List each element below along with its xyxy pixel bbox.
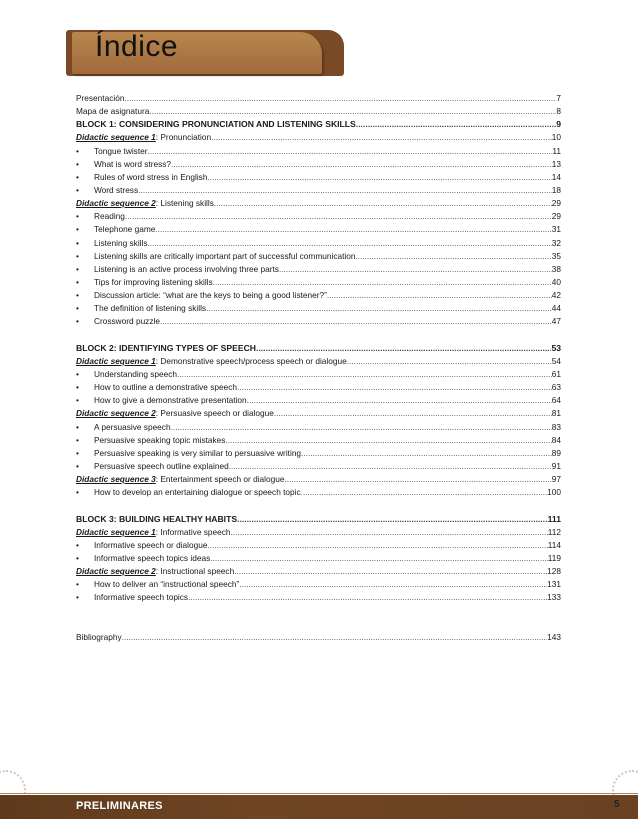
table-of-contents (76, 92, 561, 644)
toc-page-number: 8 (556, 106, 561, 117)
toc-page-number: 31 (551, 224, 561, 235)
toc-page-number: 44 (551, 303, 561, 314)
toc-entry-label: What is word stress? (94, 158, 171, 169)
bullet-icon: • (76, 224, 79, 235)
toc-page-number: 35 (551, 250, 561, 261)
dot-leader (207, 539, 547, 552)
toc-page-number: 97 (551, 474, 561, 485)
sequence-label: Didactic sequence 2 (76, 198, 156, 209)
toc-page-number: 111 (547, 513, 561, 524)
dot-leader (256, 342, 551, 355)
dot-leader (355, 250, 551, 263)
toc-page-number: 84 (551, 434, 561, 445)
sequence-label: Didactic sequence 1 (76, 355, 156, 366)
toc-spacer (76, 329, 561, 342)
dot-leader (327, 289, 552, 302)
toc-page-number: 63 (551, 382, 561, 393)
dot-leader (274, 407, 552, 420)
dot-leader (206, 302, 552, 315)
bullet-icon: • (76, 171, 79, 182)
page-title: Índice (95, 30, 179, 63)
toc-sequence-entry[interactable] (76, 355, 561, 368)
toc-bullet-entry[interactable] (76, 539, 561, 552)
dot-leader (177, 368, 552, 381)
toc-block-heading[interactable] (76, 513, 561, 526)
toc-page-number: 81 (551, 408, 561, 419)
toc-page-number: 54 (551, 355, 561, 366)
toc-page-number: 89 (551, 447, 561, 458)
toc-sequence-entry[interactable] (76, 197, 561, 210)
toc-page-number: 29 (551, 211, 561, 222)
bullet-icon: • (76, 316, 79, 327)
dot-leader (284, 473, 551, 486)
toc-entry-label: Persuasive speaking is very similar to persuasive writing (94, 447, 302, 458)
toc-bullet-entry[interactable] (76, 223, 561, 236)
toc-bullet-entry[interactable] (76, 486, 561, 499)
dot-leader (225, 434, 551, 447)
toc-entry-label: Persuasive speaking topic mistakes (94, 434, 226, 445)
toc-block-heading[interactable] (76, 342, 561, 355)
dot-leader (301, 447, 552, 460)
toc-bullet-entry[interactable] (76, 171, 561, 184)
sequence-title: : Pronunciation (155, 132, 212, 143)
toc-page-number: 13 (551, 158, 561, 169)
dot-leader (125, 210, 552, 223)
sequence-label: Didactic sequence 2 (76, 408, 156, 419)
toc-page-number: 18 (551, 184, 561, 195)
bullet-icon: • (76, 211, 79, 222)
dot-leader (214, 197, 552, 210)
toc-bullet-entry[interactable] (76, 250, 561, 263)
toc-page-number: 38 (551, 263, 561, 274)
bullet-icon: • (76, 382, 79, 393)
toc-page-number: 100 (547, 487, 561, 498)
toc-page-number: 14 (551, 171, 561, 182)
toc-entry-label: Listening skills are critically important part of successful communication (94, 250, 356, 261)
toc-entry-label: Informative speech topics (94, 592, 189, 603)
dot-leader (188, 591, 547, 604)
sequence-title: : Informative speech (155, 526, 231, 537)
toc-page-number: 83 (551, 421, 561, 432)
dot-leader (148, 237, 552, 250)
toc-entry-label: How to give a demonstrative presentation (94, 395, 247, 406)
toc-entry[interactable] (76, 92, 561, 105)
toc-bullet-entry[interactable] (76, 315, 561, 328)
toc-page-number: 91 (551, 460, 561, 471)
bullet-icon: • (76, 539, 79, 550)
toc-page-number: 9 (556, 119, 561, 130)
dot-leader (231, 526, 548, 539)
toc-entry-label: Understanding speech (94, 368, 178, 379)
toc-entry-label (76, 355, 347, 368)
toc-entry-label: Discussion article: “what are the keys to being a good listener?” (94, 290, 327, 301)
bullet-icon: • (76, 290, 79, 301)
toc-entry[interactable] (76, 105, 561, 118)
toc-entry-label: A persuasive speech (94, 421, 171, 432)
sequence-title: : Listening skills (155, 198, 214, 209)
toc-entry-label: The definition of listening skills (94, 303, 207, 314)
toc-page-number: 64 (551, 395, 561, 406)
sequence-label: Didactic sequence 3 (76, 474, 156, 485)
toc-bullet-entry[interactable] (76, 145, 561, 158)
toc-page-number: 114 (547, 539, 561, 550)
toc-bullet-entry[interactable] (76, 460, 561, 473)
toc-entry-label: Listening is an active process involving three parts (94, 263, 279, 274)
sequence-label: Didactic sequence 1 (76, 526, 156, 537)
toc-page-number: 61 (551, 368, 561, 379)
toc-entry-label (76, 473, 284, 486)
toc-entry-label: Tongue twister (94, 145, 148, 156)
toc-entry-label (76, 526, 231, 539)
footer-divider (0, 793, 638, 794)
dot-leader (247, 394, 552, 407)
dot-leader (207, 171, 551, 184)
toc-bullet-entry[interactable] (76, 381, 561, 394)
bullet-icon: • (76, 276, 79, 287)
toc-entry-label: Tips for improving listening skills (94, 276, 213, 287)
toc-entry-label: Reading (94, 211, 125, 222)
toc-entry-label: How to develop an entertaining dialogue or speech topic (94, 487, 301, 498)
dot-leader (171, 421, 552, 434)
toc-entry-label: Presentación (76, 93, 125, 103)
toc-entry-label (76, 407, 274, 420)
toc-bullet-entry[interactable] (76, 394, 561, 407)
toc-block-heading[interactable] (76, 118, 561, 131)
toc-entry-label: Word stress (94, 184, 139, 195)
bullet-icon: • (76, 552, 79, 563)
dot-leader (239, 578, 547, 591)
toc-page-number: 32 (551, 237, 561, 248)
toc-page-number: 131 (547, 579, 561, 590)
toc-entry-label: Rules of word stress in English (94, 171, 208, 182)
toc-page-number: 42 (551, 290, 561, 301)
toc-entry-label (76, 197, 214, 210)
toc-bullet-entry[interactable] (76, 276, 561, 289)
dot-leader (148, 145, 553, 158)
toc-bullet-entry[interactable] (76, 237, 561, 250)
toc-entry-label: Listening skills (94, 237, 148, 248)
bullet-icon: • (76, 250, 79, 261)
toc-entry-label: Mapa de asignatura (76, 106, 150, 117)
toc-bullet-entry[interactable] (76, 302, 561, 315)
bullet-icon: • (76, 158, 79, 169)
toc-bullet-entry[interactable] (76, 552, 561, 565)
dot-leader (122, 631, 547, 644)
toc-bullet-entry[interactable] (76, 289, 561, 302)
toc-entry-label (76, 565, 234, 578)
sequence-title: : Persuasive speech or dialogue (155, 408, 274, 419)
toc-entry-label: BLOCK 2: IDENTIFYING TYPES OF SPEECH (76, 342, 257, 353)
toc-sequence-entry[interactable] (76, 131, 561, 144)
toc-bullet-entry[interactable] (76, 158, 561, 171)
toc-page-number: 29 (551, 198, 561, 209)
dot-leader (149, 105, 556, 118)
bullet-icon: • (76, 434, 79, 445)
toc-bullet-entry[interactable] (76, 578, 561, 591)
toc-page-number: 11 (552, 145, 561, 156)
toc-bullet-entry[interactable] (76, 210, 561, 223)
toc-entry-label: Bibliography (76, 631, 122, 642)
sequence-label: Didactic sequence 2 (76, 566, 156, 577)
bullet-icon: • (76, 145, 79, 156)
bullet-icon: • (76, 592, 79, 603)
toc-page-number: 119 (547, 552, 561, 563)
bullet-icon: • (76, 487, 79, 498)
footer-section-label: PRELIMINARES (76, 800, 163, 812)
dot-leader (155, 223, 551, 236)
dot-leader (301, 486, 548, 499)
toc-bullet-entry[interactable] (76, 434, 561, 447)
dot-leader (138, 184, 552, 197)
dot-leader (279, 263, 552, 276)
toc-entry-label (76, 131, 211, 144)
toc-page-number: 47 (551, 316, 561, 327)
toc-page-number: 133 (547, 592, 561, 603)
toc-page-number: 128 (547, 566, 561, 577)
sequence-label: Didactic sequence 1 (76, 132, 156, 143)
dot-leader (237, 513, 548, 526)
bullet-icon: • (76, 447, 79, 458)
toc-entry-label: Crossword puzzle (94, 316, 160, 327)
toc-page-number: 40 (551, 276, 561, 287)
toc-page-number: 7 (556, 93, 561, 103)
dot-leader (237, 381, 552, 394)
dot-leader (229, 460, 552, 473)
dot-leader (210, 552, 548, 565)
toc-entry[interactable] (76, 631, 561, 644)
toc-sequence-entry[interactable] (76, 407, 561, 420)
dot-leader (124, 92, 556, 105)
toc-entry-label: Informative speech topics ideas (94, 552, 211, 563)
sequence-title: : Instructional speech (155, 566, 235, 577)
dot-leader (160, 315, 552, 328)
toc-page-number: 53 (551, 342, 561, 353)
toc-sequence-entry[interactable] (76, 473, 561, 486)
toc-entry-label: BLOCK 3: BUILDING HEALTHY HABITS (76, 513, 238, 524)
dot-leader (211, 131, 552, 144)
toc-page-number: 10 (551, 132, 561, 143)
dot-leader (356, 118, 556, 131)
toc-bullet-entry[interactable] (76, 263, 561, 276)
toc-spacer (76, 499, 561, 512)
bullet-icon: • (76, 395, 79, 406)
toc-bullet-entry[interactable] (76, 447, 561, 460)
toc-bullet-entry[interactable] (76, 368, 561, 381)
page-number: 5 (614, 799, 620, 810)
toc-page-number: 112 (547, 526, 561, 537)
toc-bullet-entry[interactable] (76, 421, 561, 434)
bullet-icon: • (76, 421, 79, 432)
bullet-icon: • (76, 237, 79, 248)
toc-entry-label: Telephone game (94, 224, 156, 235)
sequence-title: : Entertainment speech or dialogue (155, 474, 285, 485)
toc-entry-label: BLOCK 1: CONSIDERING PRONUNCIATION AND LISTENING SKILLS (76, 119, 356, 130)
bullet-icon: • (76, 579, 79, 590)
dot-leader (171, 158, 552, 171)
toc-bullet-entry[interactable] (76, 591, 561, 604)
toc-page-number: 143 (547, 631, 561, 642)
dot-leader (213, 276, 552, 289)
bullet-icon: • (76, 368, 79, 379)
toc-sequence-entry[interactable] (76, 565, 561, 578)
bullet-icon: • (76, 303, 79, 314)
bullet-icon: • (76, 460, 79, 471)
toc-entry-label: How to deliver an “instructional speech” (94, 579, 240, 590)
sequence-title: : Demonstrative speech/process speech or dialogue (155, 355, 347, 366)
toc-bullet-entry[interactable] (76, 184, 561, 197)
toc-entry-label: How to outline a demonstrative speech (94, 382, 237, 393)
toc-entry-label: Informative speech or dialogue (94, 539, 208, 550)
toc-spacer (76, 604, 561, 630)
toc-entry-label: Persuasive speech outline explained (94, 460, 229, 471)
dot-leader (234, 565, 547, 578)
dot-leader (347, 355, 552, 368)
bullet-icon: • (76, 184, 79, 195)
toc-sequence-entry[interactable] (76, 526, 561, 539)
bullet-icon: • (76, 263, 79, 274)
